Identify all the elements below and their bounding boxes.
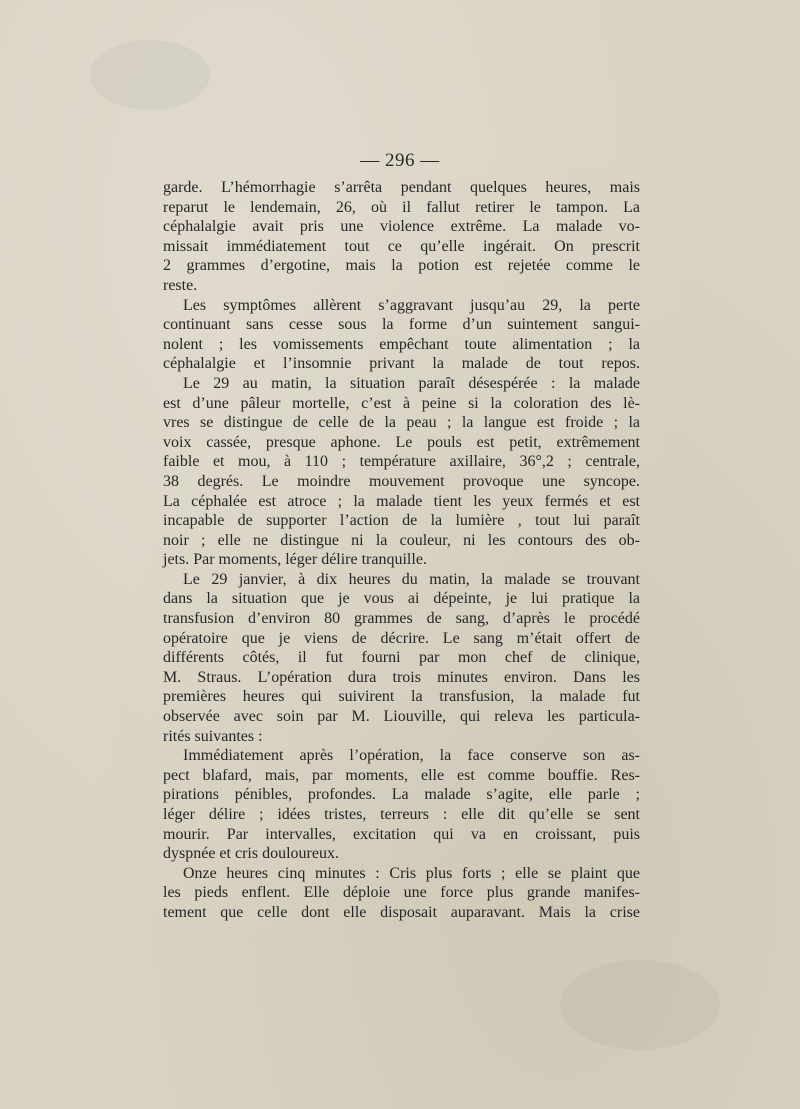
text-line: dans la situation que je vous ai dépeinte, je lui pratique la xyxy=(163,590,640,608)
paper-stain xyxy=(90,40,210,110)
text-line: transfusion d’environ 80 grammes de sang, d’après le procédé xyxy=(163,610,640,628)
text-line: nolent ; les vomissements empêchant toute alimentation ; la xyxy=(163,335,640,353)
text-line: reparut le lendemain, 26, où il fallut retirer le tampon. La xyxy=(163,198,640,216)
text-line: voix cassée, presque aphone. Le pouls est petit, extrêmement xyxy=(163,433,640,451)
text-line: missait immédiatement tout ce qu’elle ingérait. On prescrit xyxy=(163,237,640,255)
text-line: noir ; elle ne distingue ni la couleur, ni les contours des ob- xyxy=(163,531,640,549)
text-line: continuant sans cesse sous la forme d’un suintement sangui- xyxy=(163,316,640,334)
paper-stain xyxy=(560,960,720,1050)
text-line: Onze heures cinq minutes : Cris plus forts ; elle se plaint que xyxy=(183,864,640,882)
text-line: tement que celle dont elle disposait auparavant. Mais la crise xyxy=(163,903,640,921)
text-line: 38 degrés. Le moindre mouvement provoque une syncope. xyxy=(163,472,640,490)
text-line: vres se distingue de celle de la peau ; la langue est froide ; la xyxy=(163,414,640,432)
text-line: céphalalgie avait pris une violence extrême. La malade vo- xyxy=(163,218,640,236)
text-line: M. Straus. L’opération dura trois minutes environ. Dans les xyxy=(163,668,640,686)
text-line: reste. xyxy=(163,276,198,294)
text-line: rités suivantes : xyxy=(163,727,263,745)
text-line: Immédiatement après l’opération, la face conserve son as- xyxy=(183,747,640,765)
text-line: pect blafard, mais, par moments, elle est comme bouffie. Res- xyxy=(163,766,640,784)
text-line: les pieds enflent. Elle déploie une force plus grande manifes- xyxy=(163,884,640,902)
text-line: léger délire ; idées tristes, terreurs : elle dit qu’elle se sent xyxy=(163,806,640,823)
text-line: 2 grammes d’ergotine, mais la potion est rejetée comme le xyxy=(163,257,640,275)
page-number: — 296 — xyxy=(360,150,440,171)
text-line: observée avec soin par M. Liouville, qui releva les particula- xyxy=(163,708,640,726)
text-line: garde. L’hémorrhagie s’arrêta pendant quelques heures, mais xyxy=(163,179,640,196)
text-line: Les symptômes allèrent s’aggravant jusqu’au 29, la perte xyxy=(183,296,640,314)
text-line: mourir. Par intervalles, excitation qui va en croissant, puis xyxy=(163,825,640,843)
text-line: incapable de supporter l’action de la lumière , tout lui paraît xyxy=(163,512,640,530)
text-line: opératoire que je viens de décrire. Le sang m’était offert de xyxy=(163,629,640,647)
text-line: pirations pénibles, profondes. La malade s’agite, elle parle ; xyxy=(163,786,640,804)
text-line: jets. Par moments, léger délire tranquille. xyxy=(163,551,427,569)
text-line: Le 29 janvier, à dix heures du matin, la malade se trouvant xyxy=(183,570,640,588)
text-line: dyspnée et cris douloureux. xyxy=(163,845,339,863)
body-text xyxy=(163,178,640,923)
text-line: différents côtés, il fut fourni par mon chef de clinique, xyxy=(163,649,640,667)
text-line: La céphalée est atroce ; la malade tient les yeux fermés et est xyxy=(163,492,640,510)
text-line: céphalalgie et l’insomnie privant la malade de tout repos. xyxy=(163,355,640,373)
text-line: est d’une pâleur mortelle, c’est à peine si la coloration des lè- xyxy=(163,394,640,412)
text-line: Le 29 au matin, la situation paraît désespérée : la malade xyxy=(183,374,640,392)
text-line: faible et mou, à 110 ; température axillaire, 36°,2 ; centrale, xyxy=(163,453,640,471)
text-line: premières heures qui suivirent la transfusion, la malade fut xyxy=(163,688,640,706)
